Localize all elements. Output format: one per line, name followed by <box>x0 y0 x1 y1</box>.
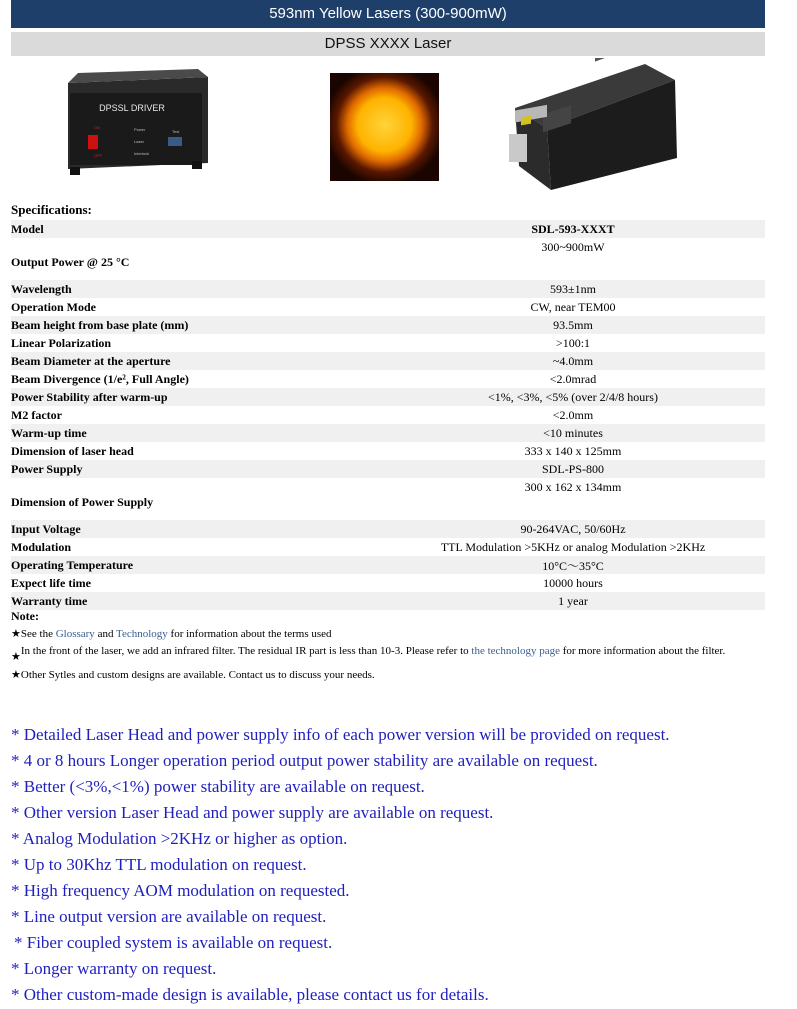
spec-label: Operation Mode <box>11 299 96 314</box>
spec-label: Dimension of Power Supply <box>11 494 154 509</box>
spec-value: 300~900mW <box>541 240 605 254</box>
spec-label: M2 factor <box>11 407 62 422</box>
request-option-item: * High frequency AOM modulation on requested. <box>11 881 350 900</box>
spec-label: Wavelength <box>11 280 381 298</box>
spec-row <box>11 220 765 238</box>
spec-value: 93.5mm <box>381 316 765 334</box>
spec-row <box>11 352 765 370</box>
request-options-list <box>11 722 781 1008</box>
spec-row <box>11 460 765 478</box>
star-icon: ★ <box>11 651 21 663</box>
driver-on-label: ON <box>94 125 100 130</box>
spec-label: Power Supply <box>11 460 381 478</box>
spec-value: <2.0mm <box>552 407 594 422</box>
spec-label: Dimension of laser head <box>11 443 134 458</box>
spec-value: <10 minutes <box>381 424 765 442</box>
spec-label: Input Voltage <box>11 520 381 538</box>
spec-value: 90-264VAC, 50/60Hz <box>381 520 765 538</box>
note-infrared-filter: ★ In the front of the laser, we add an infrared filter. The residual IR part is less than 10-3. Please refer to the technology page for more information about the filter. <box>11 643 765 666</box>
spec-label: Linear Polarization <box>11 335 112 350</box>
spec-row <box>11 556 765 574</box>
technology-link[interactable]: Technology <box>116 628 168 640</box>
spec-value: 10000 hours <box>543 575 603 590</box>
spec-value: SDL-593-XXXT <box>381 220 765 238</box>
spec-label: Model <box>11 220 381 238</box>
driver-laser-label: Laser <box>134 139 145 144</box>
spec-value: <1%, <3%, <5% (over 2/4/8 hours) <box>381 388 765 406</box>
glossary-link[interactable]: Glossary <box>55 628 95 640</box>
request-option-item: * Longer warranty on request. <box>11 959 217 978</box>
spec-row <box>11 370 765 388</box>
driver-label: DPSSL DRIVER <box>99 103 165 113</box>
spec-label: Modulation <box>11 539 72 554</box>
request-option-item: * Detailed Laser Head and power supply info of each power version will be provided on request. <box>11 725 670 744</box>
star-icon: ★ <box>11 669 21 681</box>
request-option-item: * Other version Laser Head and power supply are available on request. <box>11 803 494 822</box>
request-option-item: * Line output version are available on request. <box>11 907 327 926</box>
spec-row <box>11 478 765 520</box>
spec-row <box>11 298 765 316</box>
spec-value: CW, near TEM00 <box>530 299 616 314</box>
request-option-item: * Other custom-made design is available, please contact us for details. <box>11 985 489 1004</box>
spec-row <box>11 280 765 298</box>
spec-row <box>11 388 765 406</box>
spec-row <box>11 238 765 280</box>
spec-label: Warranty time <box>11 592 381 610</box>
spec-value: 333 x 140 x 125mm <box>524 443 622 458</box>
spec-row <box>11 424 765 442</box>
star-icon: ★ <box>11 628 21 640</box>
specifications-heading: Specifications: <box>11 202 92 217</box>
spec-value: 300 x 162 x 134mm <box>524 480 622 494</box>
product-subtitle: DPSS XXXX Laser <box>11 32 765 56</box>
request-option-item: * Up to 30Khz TTL modulation on request. <box>11 855 307 874</box>
driver-power-label: Power <box>134 127 146 132</box>
notes-section <box>11 607 765 684</box>
spec-row <box>11 574 765 592</box>
note-custom-designs: ★Other Sytles and custom designs are available. Contact us to discuss your needs. <box>11 669 375 681</box>
spec-value: 1 year <box>381 592 765 610</box>
spec-label: Warm-up time <box>11 424 381 442</box>
spec-row <box>11 316 765 334</box>
driver-off-label: OFF <box>94 153 102 158</box>
note-glossary: ★See the Glossary and Technology for information about the terms used <box>11 628 332 640</box>
page-title: 593nm Yellow Lasers (300-900mW) <box>11 0 765 28</box>
spec-label: Beam Divergence (1/e², Full Angle) <box>11 371 189 386</box>
laser-head-image <box>495 58 685 194</box>
driver-interlock-label: Interlock <box>134 151 150 156</box>
spec-value: <2.0mrad <box>549 371 597 386</box>
spec-label: Output Power @ 25 °C <box>11 254 130 269</box>
spec-value: 10°C～35°C <box>381 556 765 574</box>
spec-value: SDL-PS-800 <box>381 460 765 478</box>
spec-value: >100:1 <box>555 335 591 350</box>
spec-label: Operating Temperature <box>11 556 381 574</box>
spec-row <box>11 334 765 352</box>
spec-label: Expect life time <box>11 575 91 590</box>
request-option-item: * Better (<3%,<1%) power stability are available on request. <box>11 777 425 796</box>
spec-label: Beam height from base plate (mm) <box>11 316 381 334</box>
spec-label: Beam Diameter at the aperture <box>11 352 381 370</box>
request-option-item: * 4 or 8 hours Longer operation period output power stability are available on request. <box>11 751 598 770</box>
beam-spot-image <box>330 73 439 181</box>
spec-row <box>11 520 765 538</box>
specifications-table <box>11 220 765 610</box>
notes-heading: Note: <box>11 609 39 623</box>
spec-row <box>11 406 765 424</box>
spec-value: TTL Modulation >5KHz or analog Modulation >2KHz <box>440 539 706 554</box>
driver-box-image <box>58 63 218 185</box>
request-option-item: * Analog Modulation >2KHz or higher as option. <box>11 829 348 848</box>
spec-value: 593±1nm <box>381 280 765 298</box>
spec-label: Power Stability after warm-up <box>11 388 381 406</box>
request-option-item: * Fiber coupled system is available on request. <box>14 933 333 952</box>
spec-row <box>11 538 765 556</box>
spec-row <box>11 442 765 460</box>
spec-value: ~4.0mm <box>381 352 765 370</box>
driver-test-label: Test <box>172 129 180 134</box>
technology-page-link[interactable]: the technology page <box>471 645 560 657</box>
